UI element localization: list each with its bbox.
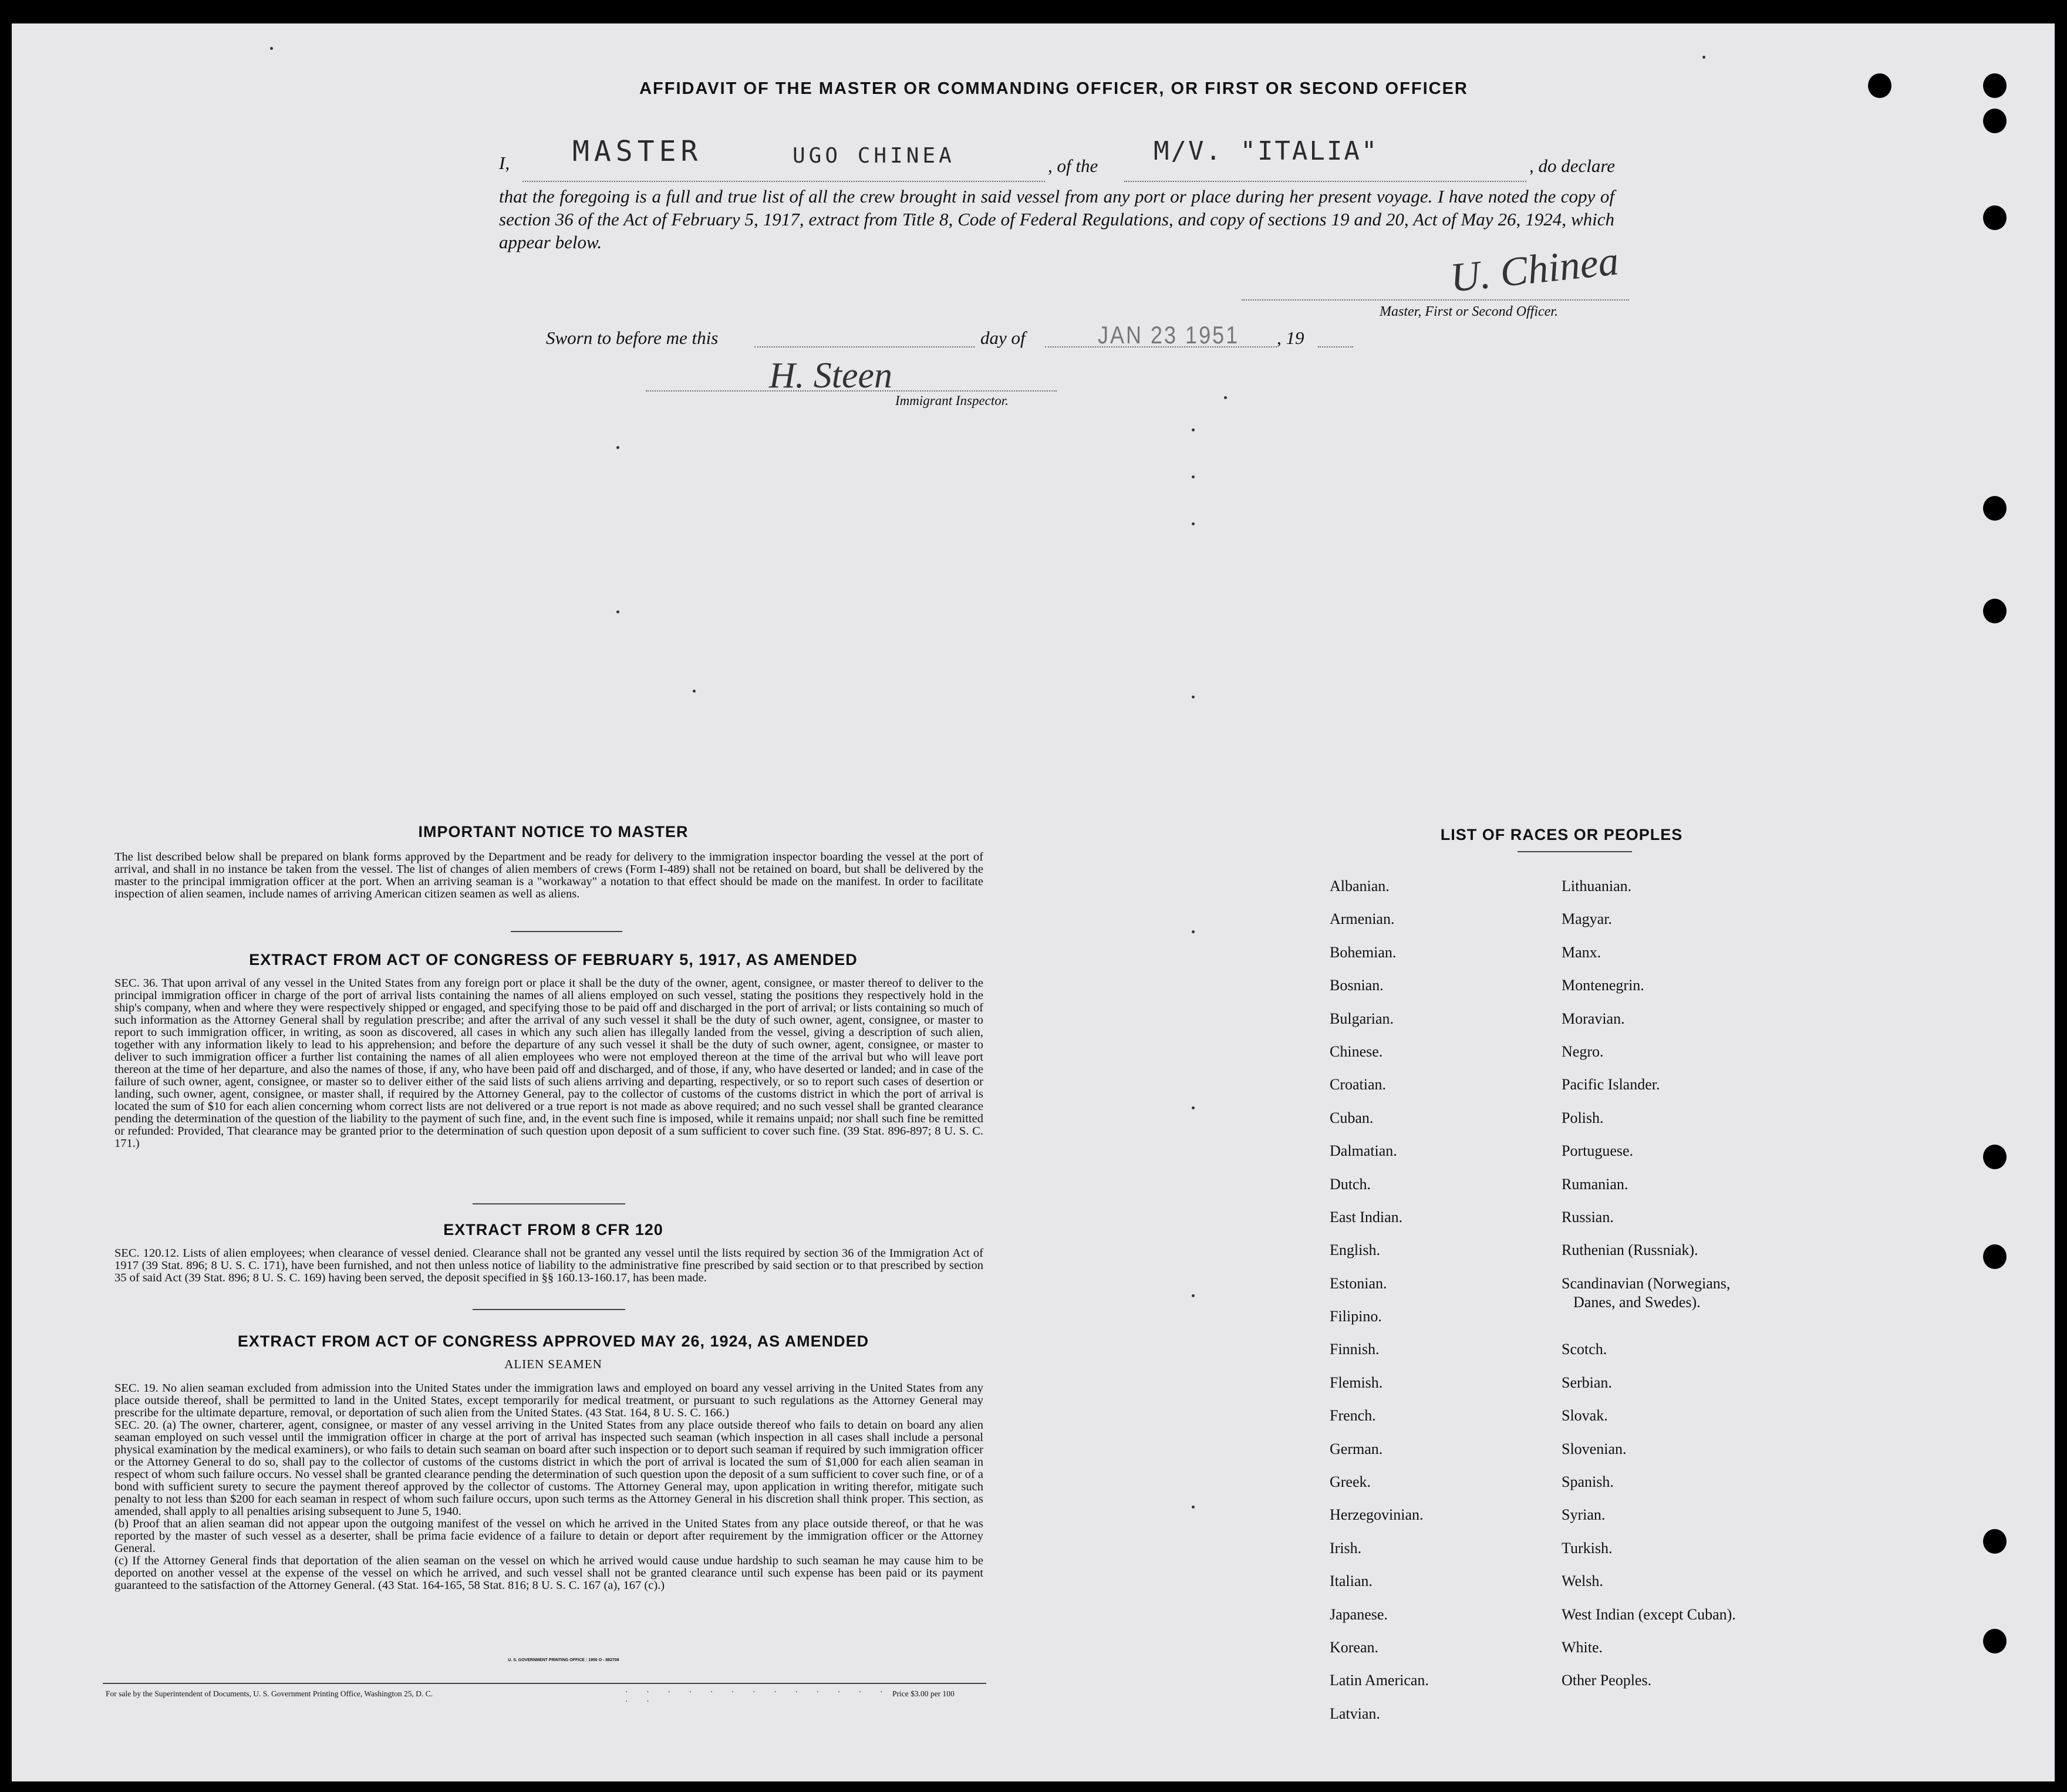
race-item: Chinese.	[1330, 1042, 1383, 1060]
inspector-label: Immigrant Inspector.	[895, 393, 1009, 408]
i-word: I,	[499, 153, 510, 173]
race-item: West Indian (except Cuban).	[1562, 1605, 1736, 1623]
rank-handwritten: MASTER	[572, 135, 703, 168]
master-signature-line	[1242, 299, 1629, 301]
vessel-handwritten: M/V. "ITALIA"	[1154, 136, 1379, 166]
year-prefix: , 19	[1277, 328, 1304, 348]
race-item: Manx.	[1562, 943, 1601, 961]
race-item: Italian.	[1330, 1572, 1373, 1590]
race-item: Finnish.	[1330, 1341, 1380, 1358]
race-item: Bulgarian.	[1330, 1010, 1394, 1027]
extract-cfr-text: SEC. 120.12. Lists of alien employees; when clearance of vessel denied. Clearance shall not be granted any vessel until the lists required by section 36 of the Immigration Act of 1917 (39 Stat. 896; 8 U. S. C. 171), have been furnished, and not then unless notice of liability to the administrative fine prescribed by said section or to that prescribed by section 35 of said Act (39 Stat. 896; 8 U. S. C. 169) having been served, the deposit specified in §§ 160.13-160.17, has been made.	[114, 1247, 983, 1284]
punch-hole	[1983, 1629, 2007, 1653]
race-item: Scotch.	[1562, 1341, 1607, 1358]
race-item: Albanian.	[1330, 878, 1390, 895]
speck	[616, 446, 619, 449]
race-item: Bosnian.	[1330, 977, 1384, 994]
punch-hole	[1983, 73, 2007, 98]
race-item: Bohemian.	[1330, 943, 1397, 961]
sec-19-text: SEC. 19. No alien seaman excluded from admission into the United States under the immigration laws and employed on board any vessel arriving in the United States from any place outside thereof, shall be permitted to land in the United States, except temporarily for medical treatment, or pursuant to such regulations as the Attorney General may prescribe for the ultimate departure, removal, or deportation of such alien from the United States. (43 Stat. 164, 8 U. S. C. 166.)	[114, 1382, 983, 1419]
race-item: Dutch.	[1330, 1175, 1371, 1193]
speck	[1192, 930, 1195, 933]
races-left-column	[1330, 878, 1429, 1738]
race-item: Herzegovinian.	[1330, 1506, 1424, 1524]
speck	[1192, 475, 1195, 478]
punch-hole	[1868, 73, 1891, 98]
name-line	[522, 181, 1045, 182]
sale-line: For sale by the Superintendent of Documents, U. S. Government Printing Office, Washington 25, D. C.	[106, 1689, 433, 1698]
notice-text: The list described below shall be prepared on blank forms approved by the Department and be ready for delivery to the immigration inspector boarding the vessel at the port of arrival, and shall in no instance be taken from the vessel. The list of changes of alien members of crews (Form I-489) shall not be retained on board, but shall be delivered by the master to the principal immigration officer at the port. When an arriving seaman is a "workaway" a notation to that effect should be made on the manifest. In order to facilitate inspection of alien seamen, include names of arriving American citizen seamen as well as aliens.	[114, 851, 983, 900]
race-item: Filipino.	[1330, 1308, 1382, 1325]
punch-hole	[1983, 1145, 2007, 1169]
footer-rule	[103, 1683, 986, 1684]
speck	[1702, 56, 1705, 59]
race-item: Other Peoples.	[1562, 1672, 1652, 1689]
affidavit-body: that the foregoing is a full and true list of all the crew brought in said vessel from any port or place during her present voyage. I have noted the copy of section 36 of the Act of February 5, 1917, extract from Title 8, Code of Federal Regulations, and copy of sections 19 and 20, Act of May 26, 1924, which appear below.	[499, 186, 1614, 252]
sec-20c-text: (c) If the Attorney General finds that deportation of the alien seaman on the vessel on which he arrived would cause undue hardship to such seaman he may cause him to be deported on another vessel at the expense of the vessel on which he arrived, and such vessel shall not be granted clearance until such expense has been paid or its payment guaranteed to the satisfaction of the Attorney General. (43 Stat. 164-165, 58 Stat. 816; 8 U. S. C. 167 (a), 167 (c).)	[114, 1554, 983, 1592]
footer-leader: · · · · · · · · · · · · · · ·	[625, 1688, 891, 1706]
extract-1924-title: EXTRACT FROM ACT OF CONGRESS APPROVED MAY 26, 1924, AS AMENDED	[237, 1332, 869, 1350]
gpo-line: U. S. GOVERNMENT PRINTING OFFICE : 1950 O - 882706	[508, 1658, 619, 1662]
race-item: Dalmatian.	[1330, 1142, 1397, 1160]
speck	[1192, 1294, 1195, 1297]
speck	[1224, 396, 1227, 399]
race-item: French.	[1330, 1407, 1376, 1425]
manifest-page	[12, 23, 2055, 1781]
race-item: Turkish.	[1562, 1539, 1613, 1557]
race-item: Pacific Islander.	[1562, 1076, 1660, 1094]
race-item: Croatian.	[1330, 1076, 1387, 1094]
speck	[1192, 696, 1195, 698]
race-item: Estonian.	[1330, 1274, 1387, 1292]
of-the-label: , of the	[1048, 156, 1098, 176]
race-item: Slovak.	[1562, 1407, 1608, 1425]
date-stamp: JAN 23 1951	[1098, 320, 1240, 349]
races-right-column	[1562, 878, 1736, 1705]
race-item: Montenegrin.	[1562, 977, 1644, 994]
affidavit-title: AFFIDAVIT OF THE MASTER OR COMMANDING OFFICER, OR FIRST OR SECOND OFFICER	[639, 79, 1468, 98]
extract-1917-title: EXTRACT FROM ACT OF CONGRESS OF FEBRUARY 5, 1917, AS AMENDED	[249, 951, 858, 968]
signature-label: Master, First or Second Officer.	[1380, 304, 1558, 319]
speck	[1192, 522, 1195, 525]
race-item: Danes, and Swedes).	[1573, 1293, 1701, 1311]
divider-1	[511, 931, 622, 932]
speck	[616, 610, 619, 613]
punch-hole	[1983, 1244, 2007, 1269]
sec-20a-text: SEC. 20. (a) The owner, charterer, agent, consignee, or master of any vessel arriving in the United States from any place outside thereof who fails to detain on board any alien seaman employed on such vessel until the immigration officer in charge at the port of arrival has inspected such seaman (which inspection in all cases shall include a personal physical examination by the medical examiners), or who fails to detain such seaman on board after such inspection or to deport such seaman if required by such immigration officer or the Attorney General to do so, shall pay to the collector of customs of the customs district in which the port of arrival is located the sum of $1,000 for each alien seaman in respect of whom such failure occurs. No vessel shall be granted clearance pending the determination of such question upon the deposit of a sum sufficient to cover such fine, or of a bond with sufficient surety to secure the payment thereof approved by the collector of customs. The Attorney General may, upon application in writing therefor, mitigate such penalty to not less than $200 for each seaman in respect of whom such failure occurs, upon such terms as the Attorney General in his discretion shall think proper. This section, as amended, shall apply to all penalties arising subsequent to June 5, 1940.	[114, 1419, 983, 1518]
race-item: Korean.	[1330, 1638, 1379, 1656]
race-item: English.	[1330, 1241, 1380, 1259]
inspector-line	[646, 390, 1057, 392]
speck	[1192, 1506, 1195, 1508]
races-title: LIST OF RACES OR PEOPLES	[1440, 826, 1683, 843]
sec-20b-text: (b) Proof that an alien seaman did not appear upon the outgoing manifest of the vessel on which he arrived in the United States from any place outside thereof, or that he was reported by the master of such vessel as a deserter, shall be prima facie evidence of a failure to detain or deport after requirement by the immigration officer or the Attorney General.	[114, 1517, 983, 1555]
race-item: Portuguese.	[1562, 1142, 1634, 1160]
race-item: Rumanian.	[1562, 1175, 1628, 1193]
extract-cfr-title: EXTRACT FROM 8 CFR 120	[443, 1221, 663, 1238]
punch-hole	[1983, 496, 2007, 521]
race-item: Flemish.	[1330, 1373, 1383, 1391]
extract-1924-body	[114, 1382, 983, 1592]
divider-3	[473, 1309, 625, 1310]
name-handwritten: UGO CHINEA	[793, 144, 955, 168]
race-item: Latin American.	[1330, 1672, 1429, 1689]
race-item: Polish.	[1562, 1109, 1604, 1126]
race-item: Slovenian.	[1562, 1440, 1627, 1457]
race-item: Russian.	[1562, 1208, 1614, 1226]
extract-1917-text: SEC. 36. That upon arrival of any vessel in the United States from any foreign port or place it shall be the duty of the owner, agent, consignee, or master thereof to deliver to the principal immigration officer in charge of the port of arrival lists containing the names of all aliens employed on such vessel, stating the positions they respectively hold in the ship's company, when and where they were respectively shipped or engaged, and specifying those to be paid off and discharged in the port of arrival; or lists containing so much of such information as the Attorney General shall by regulation prescribe; and after the arrival of any such vessel it shall be the duty of such owner, agent, consignee, or master to report to such immigration officer, in writing, as soon as discovered, all cases in which any such alien has illegally landed from the vessel, giving a description of such alien, together with any information likely to lead to his apprehension; and before the departure of any such vessel it shall be the duty of such owner, agent, consignee, or master to deliver to such immigration officer a further list containing the names of all alien employees who were not employed thereon at the time of the arrival but who will leave port thereon at the time of her departure, and also the names of those, if any, who have been paid off and discharged, and of those, if any, who have deserted or landed; and in case of the failure of such owner, agent, consignee, or master so to deliver either of the said lists of such aliens arriving and departing, respectively, or so to report such cases of desertion or landing, such owner, agent, consignee, or master shall, if required by the Attorney General, pay to the collector of customs of the customs district in which the port of arrival is located the sum of $10 for each alien concerning whom correct lists are not delivered or a true report is not made as above required; and no such vessel shall be granted clearance pending the determination of the question of the liability to the payment of such fine, and, in the event such fine is imposed, while it remains unpaid; nor shall such fine be remitted or refunded: Provided, That clearance may be granted prior to the determination of such question upon deposit of a sum sufficient to cover such fine. (39 Stat. 896-897; 8 U. S. C. 171.)	[114, 977, 983, 1150]
punch-hole	[1983, 1529, 2007, 1554]
race-item: White.	[1562, 1639, 1603, 1656]
race-item: Lithuanian.	[1562, 878, 1632, 895]
race-item: Latvian.	[1330, 1705, 1380, 1722]
inspector-signature: H. Steen	[769, 356, 893, 396]
extract-1924-subtitle: ALIEN SEAMEN	[504, 1357, 602, 1371]
race-item: Irish.	[1330, 1539, 1362, 1557]
race-item: Greek.	[1330, 1473, 1371, 1491]
race-item: Syrian.	[1562, 1506, 1606, 1524]
speck	[1192, 428, 1195, 431]
vessel-line	[1124, 181, 1526, 182]
race-item: Armenian.	[1330, 910, 1395, 928]
notice-title: IMPORTANT NOTICE TO MASTER	[418, 823, 689, 841]
race-item: Ruthenian (Russniak).	[1562, 1241, 1698, 1259]
day-of-label: day of	[980, 328, 1026, 348]
sworn-day-line	[754, 346, 975, 347]
races-rule	[1518, 851, 1632, 852]
race-item: Moravian.	[1562, 1010, 1625, 1027]
race-item: Welsh.	[1562, 1572, 1603, 1590]
race-item: Magyar.	[1562, 910, 1612, 928]
race-item: Japanese.	[1330, 1605, 1388, 1623]
punch-hole	[1983, 109, 2007, 133]
do-declare-label: , do declare	[1529, 156, 1616, 176]
speck	[1192, 1106, 1195, 1109]
punch-hole	[1983, 599, 2007, 623]
race-item: East Indian.	[1330, 1208, 1403, 1226]
master-signature: U. Chinea	[1448, 238, 1621, 301]
race-item: Scandinavian (Norwegians,	[1562, 1274, 1731, 1292]
race-item: Cuban.	[1330, 1109, 1374, 1126]
divider-2	[473, 1203, 625, 1204]
race-item: Spanish.	[1562, 1473, 1614, 1491]
race-item: Negro.	[1562, 1042, 1604, 1060]
year-line	[1318, 346, 1353, 347]
speck	[270, 47, 273, 50]
price-line: Price $3.00 per 100	[892, 1689, 955, 1698]
race-item: German.	[1330, 1440, 1383, 1457]
speck	[693, 690, 696, 693]
sworn-label: Sworn to before me this	[546, 328, 719, 348]
punch-hole	[1983, 205, 2007, 230]
race-item: Serbian.	[1562, 1373, 1612, 1391]
